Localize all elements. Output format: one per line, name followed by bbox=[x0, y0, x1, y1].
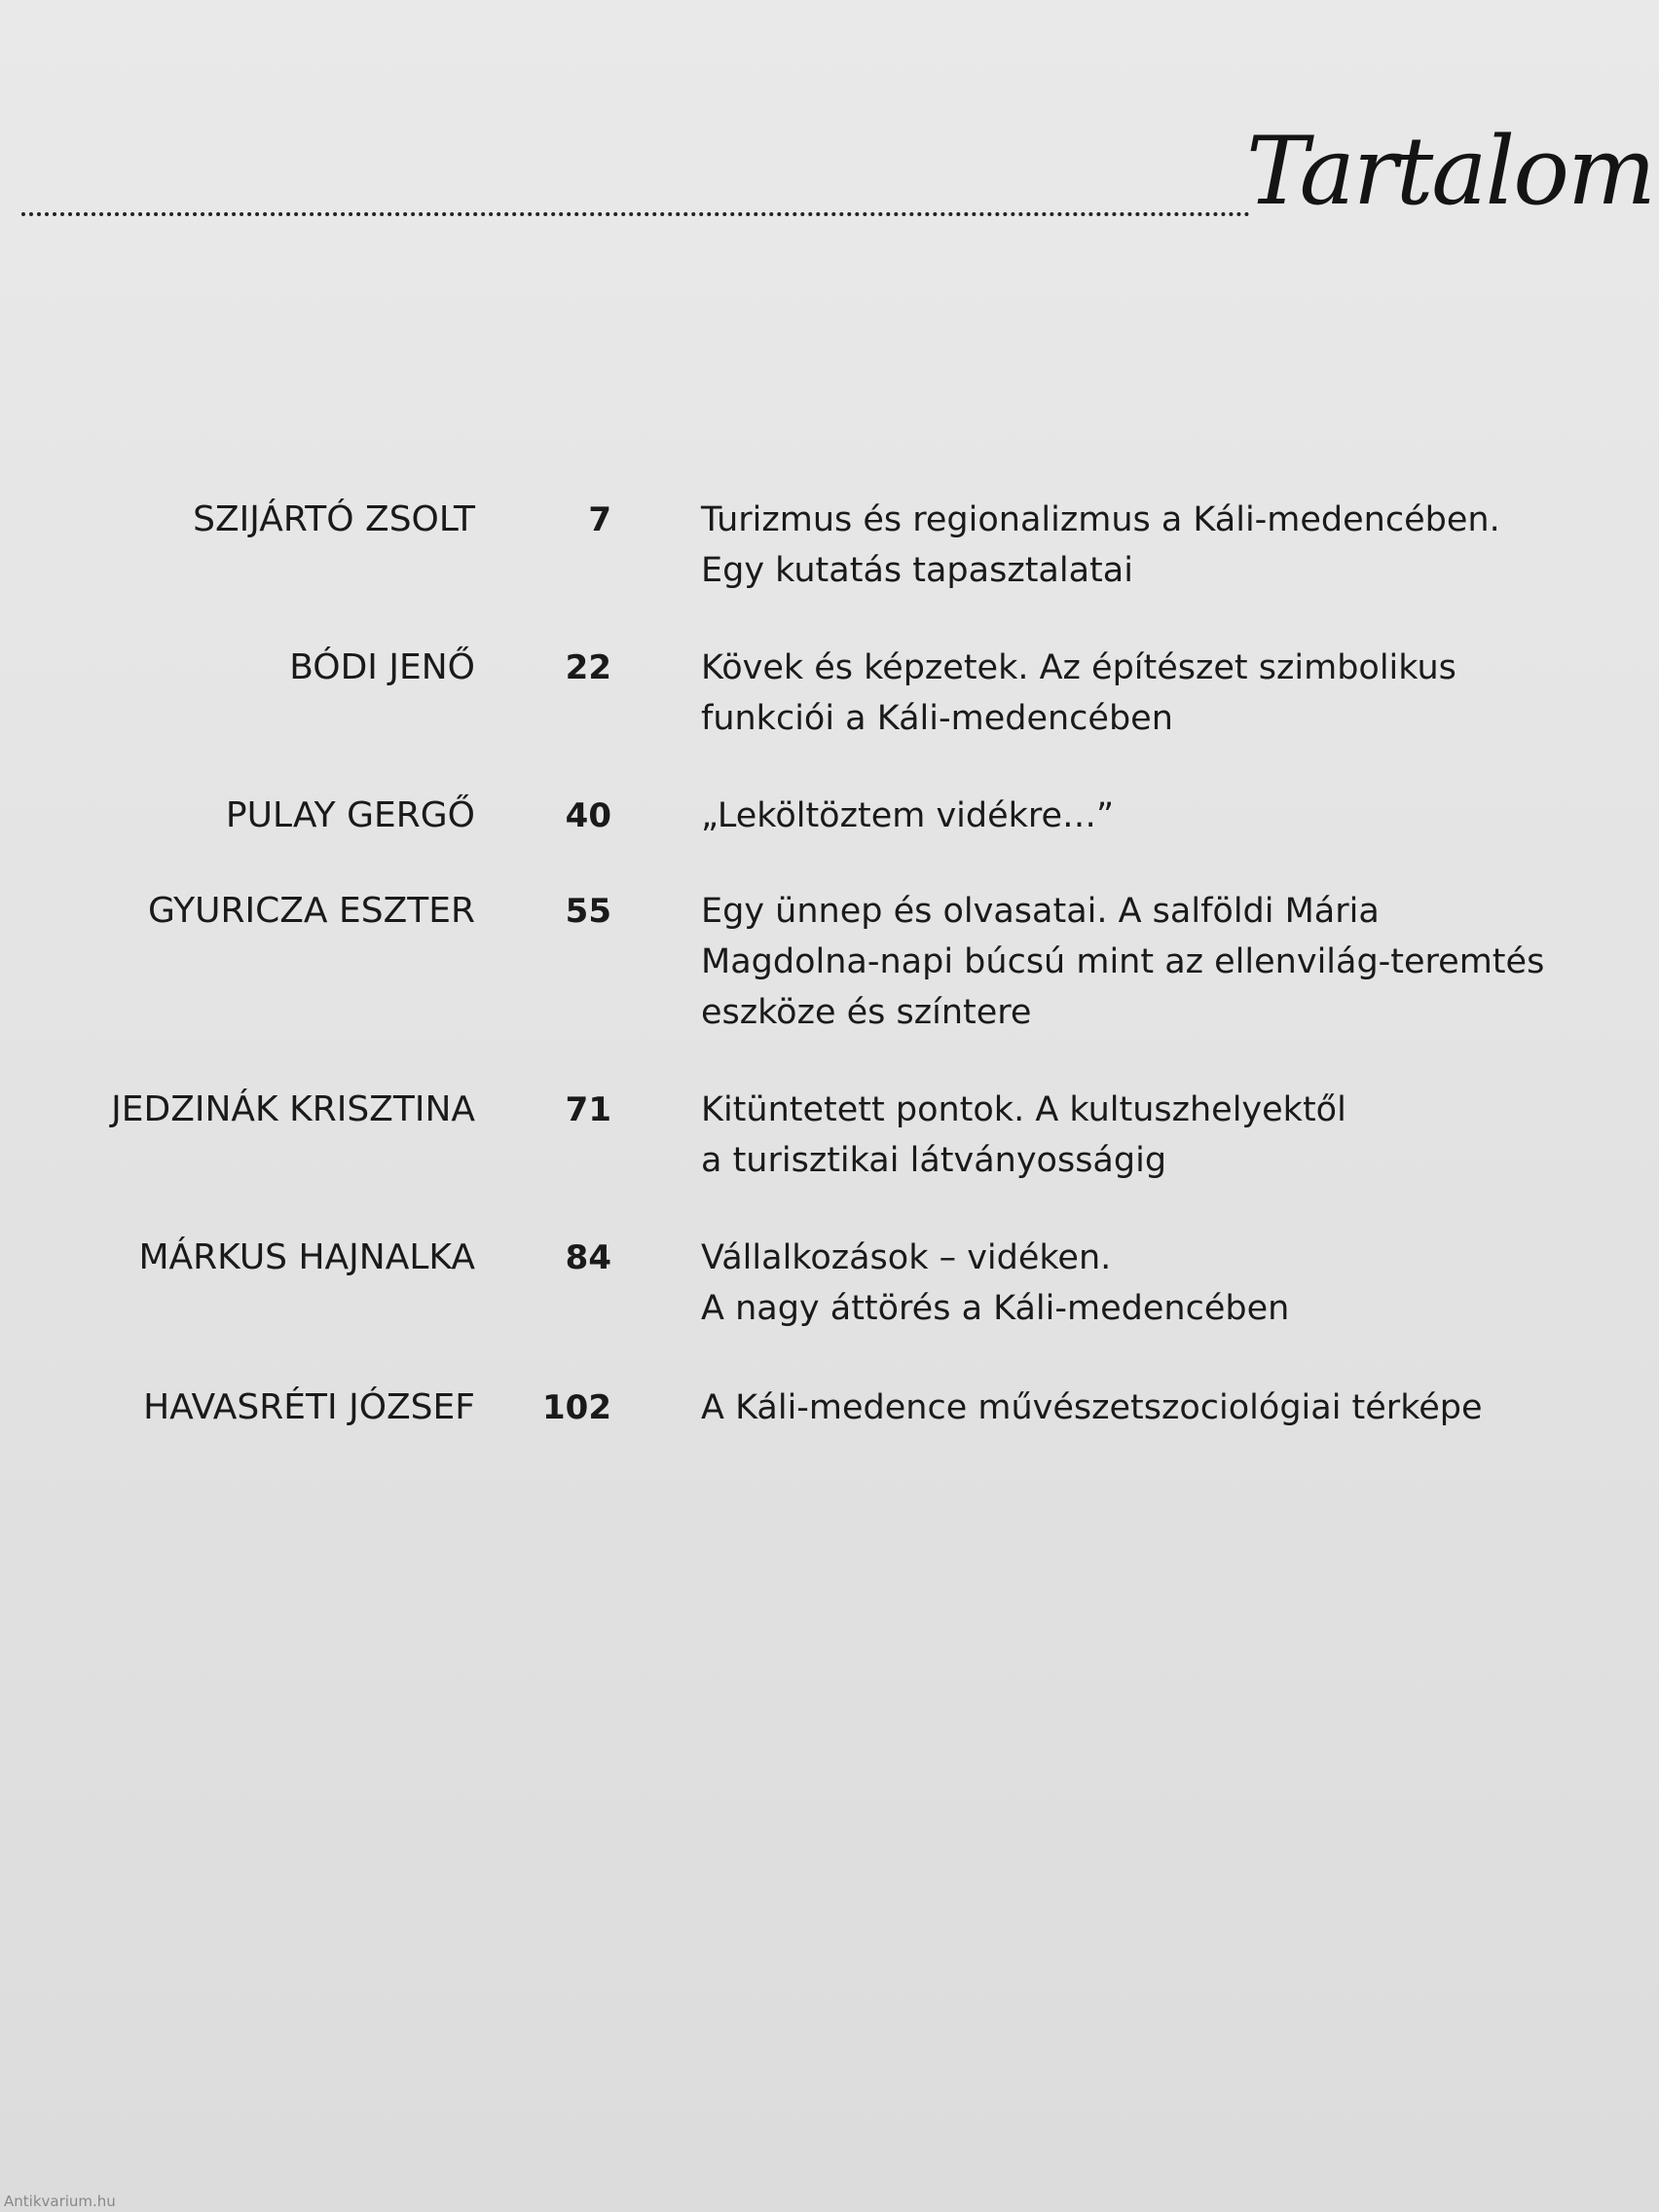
toc-title-line: Turizmus és regionalizmus a Káli-medencében. bbox=[701, 500, 1500, 539]
toc-title bbox=[701, 791, 1597, 841]
page-title: Tartalom bbox=[1246, 117, 1655, 226]
toc-title-line: Egy ünnep és olvasatai. A salföldi Mária bbox=[701, 892, 1380, 931]
watermark: Antikvarium.hu bbox=[4, 2193, 116, 2210]
toc-title-line: Egy kutatás tapasztalatai bbox=[701, 551, 1133, 590]
toc-author: MÁRKUS HAJNALKA bbox=[138, 1237, 475, 1277]
toc-author: SZIJÁRTÓ ZSOLT bbox=[193, 499, 475, 539]
toc-author: HAVASRÉTI JÓZSEF bbox=[143, 1387, 475, 1427]
toc-author: PULAY GERGŐ bbox=[225, 795, 475, 835]
toc-title-line: Kövek és képzetek. Az építészet szimbolikus bbox=[701, 648, 1456, 687]
toc-title-line: a turisztikai látványosságig bbox=[701, 1141, 1167, 1180]
toc-page-number: 40 bbox=[565, 796, 611, 835]
toc-title-line: funkciói a Káli-medencében bbox=[701, 699, 1173, 738]
toc-title bbox=[701, 495, 1597, 596]
toc-title-line: Vállalkozások – vidéken. bbox=[701, 1238, 1112, 1277]
toc-author: GYURICZA ESZTER bbox=[148, 891, 475, 931]
toc-title bbox=[701, 886, 1597, 1038]
toc-title-line: Magdolna-napi búcsú mint az ellenvilág-teremtés bbox=[701, 942, 1545, 981]
toc-title bbox=[701, 1382, 1597, 1433]
toc-title-line: „Leköltöztem vidékre…” bbox=[701, 796, 1115, 835]
toc-title-line: A nagy áttörés a Káli-medencében bbox=[701, 1289, 1290, 1328]
toc-page-number: 55 bbox=[565, 892, 611, 931]
toc-title bbox=[701, 1085, 1597, 1186]
toc-title-line: Kitüntetett pontok. A kultuszhelyektől bbox=[701, 1090, 1346, 1129]
toc-page-number: 22 bbox=[565, 648, 611, 687]
toc-page-number: 84 bbox=[565, 1238, 611, 1277]
dotted-leader-rule bbox=[21, 212, 1250, 216]
toc-title bbox=[701, 1233, 1597, 1334]
toc-page-number: 71 bbox=[565, 1090, 611, 1129]
toc-author: JEDZINÁK KRISZTINA bbox=[111, 1089, 475, 1129]
toc-page-number: 7 bbox=[588, 500, 611, 539]
toc-page-number: 102 bbox=[542, 1388, 611, 1427]
toc-title-line: A Káli-medence művészetszociológiai térképe bbox=[701, 1388, 1483, 1427]
toc-title bbox=[701, 643, 1597, 744]
toc-title-line: eszköze és színtere bbox=[701, 993, 1032, 1032]
toc-author: BÓDI JENŐ bbox=[289, 647, 475, 687]
